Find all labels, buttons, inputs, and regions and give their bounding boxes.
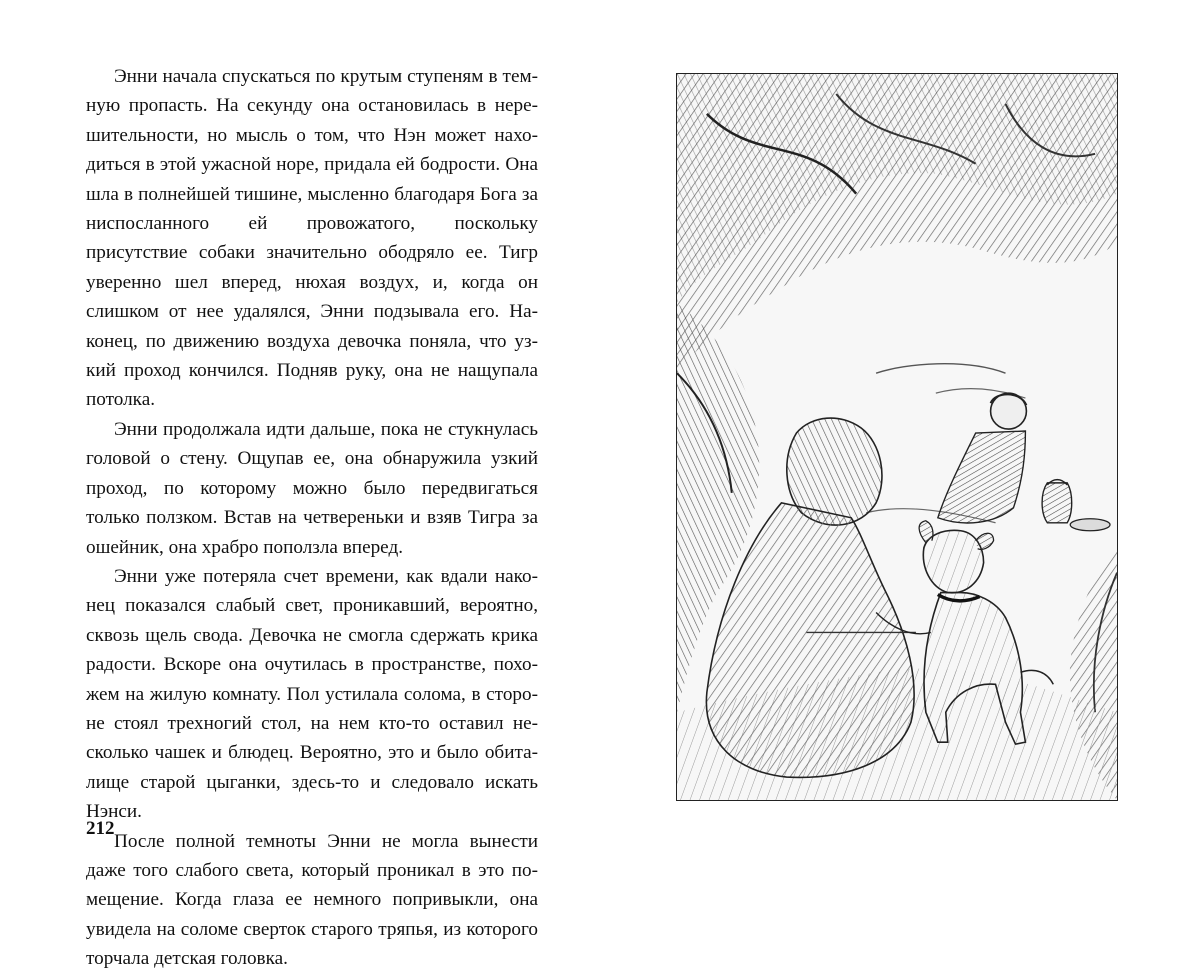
swaddled-baby [938,393,1027,523]
paragraph-1: Энни начала спускаться по крутым ступеням в темную пропасть. На секунду она остановилась в нерешительности, но мысль о том, что Нэн может находиться в этой ужасной норе, придала ей бодрости. Она шла в полнейшей тишине, мысленно благодаря Бога за ниспосланного ей провожатого, поскольку присутствие собаки значительно ободряло ее. Тигр уверенно шел вперед, нюхая воздух, и, когда он слишком от нее удалялся, Энни подзывала его. Наконец, по движению воздуха девочка поняла, что узкий проход кончился. Подняв руку, она не нащупала потолка. [86,66,538,411]
paragraph-3: Энни уже потеряла счет времени, как вдали наконец показался слабый свет, проникавший, вероятно, сквозь щель свода. Девочка не смогла сдержать крика радости. Вскоре она очутилась в пространстве, похожем на жилую комнату. Пол устилала солома, в стороне стоял трехногий стол, на нем кто-то оставил несколько чашек и блюдец. Вероятно, это и было обиталище старой цыганки, здесь-то и следовало искать Нэнси. [86,565,538,823]
pencil-illustration [676,73,1118,801]
page-number: 212 [86,818,115,839]
paragraph-2: Энни продолжала идти дальше, пока не стукнулась головой о стену. Ощупав ее, она обнаружила узкий проход, по которому можно было передвигаться только ползком. Встав на четвереньки и взяв Тигра за ошейник, она храбро поползла вперед. [86,418,538,558]
paragraph-4: После полной темноты Энни не могла вынести даже того слабого света, который проникал в это помещение. Когда глаза ее немного попривыкли, она увидела на соломе сверток старого тряпья, из которого торчала детская головка. [86,830,538,970]
cave-rock-ceiling [677,74,1117,373]
text-column [86,62,538,974]
jug-and-plate [1042,480,1110,531]
